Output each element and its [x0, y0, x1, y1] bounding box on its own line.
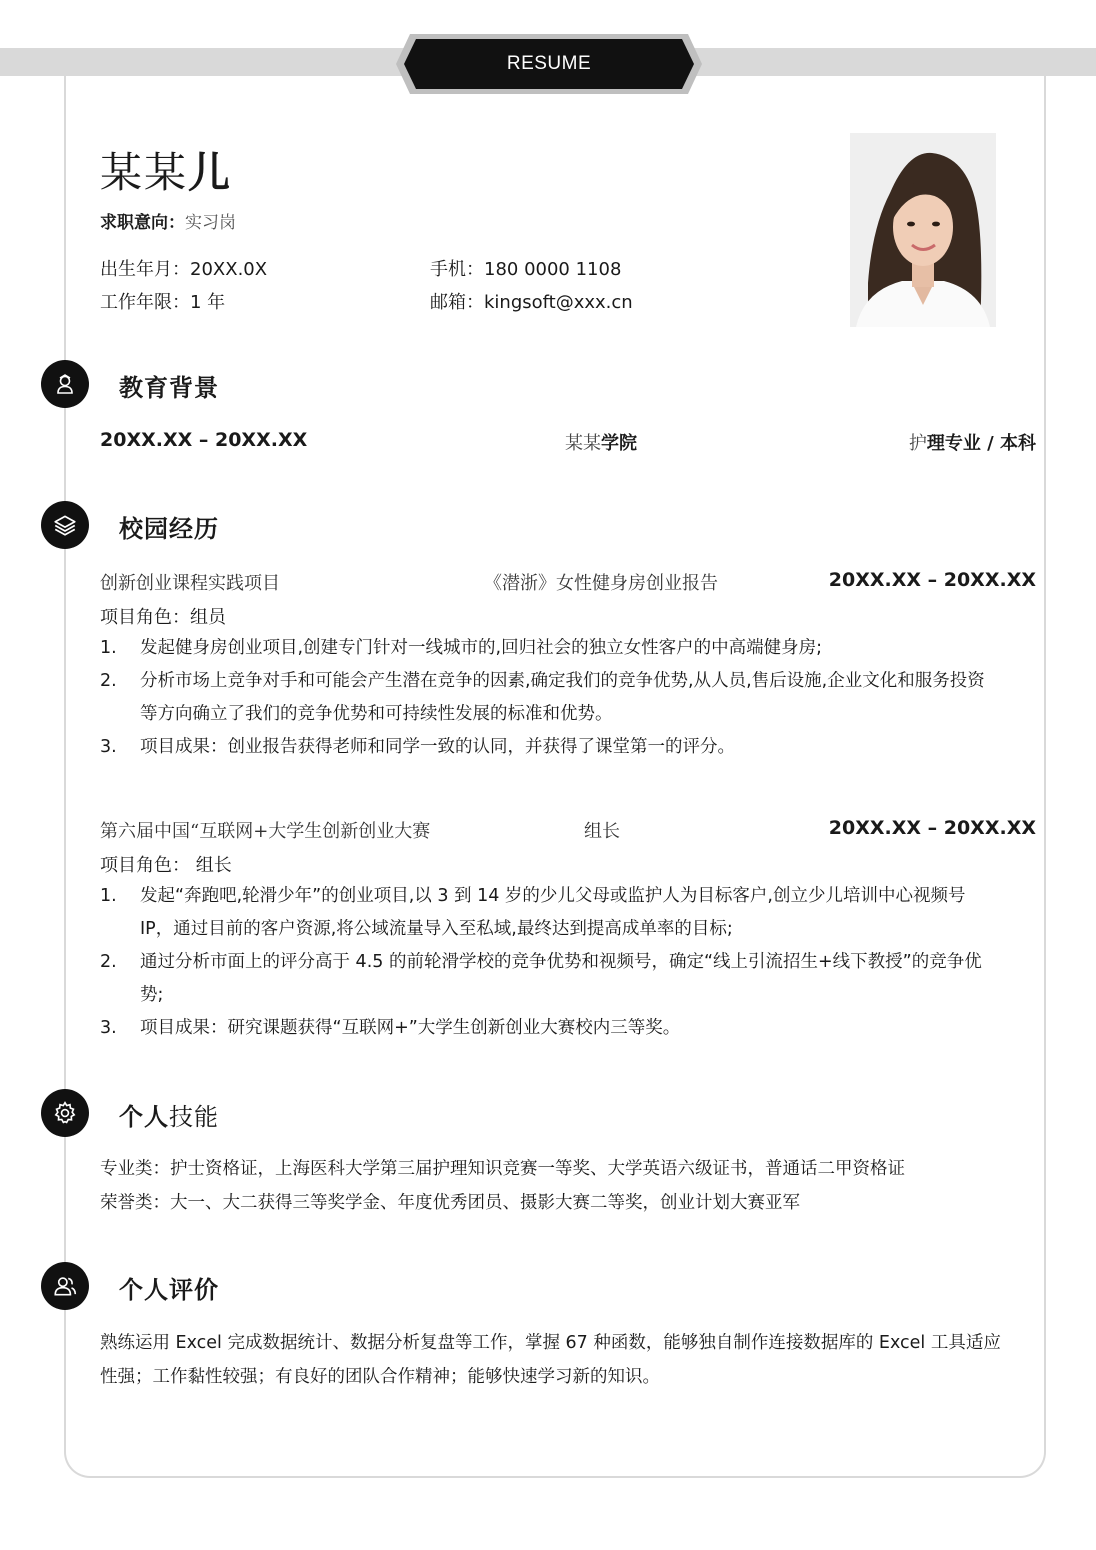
project-name: 创新创业课程实践项目: [100, 573, 280, 594]
users-icon: [41, 1262, 89, 1310]
list-item: 3. 项目成果：创业报告获得老师和同学一致的认同，并获得了课堂第一的评分。: [100, 737, 735, 757]
skill-line: 专业类：护士资格证，上海医科大学第三届护理知识竞赛一等奖、大学英语六级证书，普通话二甲资格证: [100, 1159, 905, 1179]
resume-badge-label: RESUME: [506, 53, 592, 74]
education-period: 20XX.XX – 20XX.XX: [100, 429, 308, 451]
skills-list: [100, 1152, 1010, 1220]
education-major: 护理专业 / 本科: [908, 433, 1036, 454]
resume-badge: [396, 34, 702, 94]
project-period: 20XX.XX – 20XX.XX: [828, 817, 1036, 839]
list-item: 1. 发起“奔跑吧,轮滑少年”的创业项目,以 3 到 14 岁的少儿父母或监护人为目标客户,创立少儿培训中心视频号 IP，通过目前的客户资源,将公域流量导入至私域,最终达到提高成单率的目标;: [100, 886, 966, 939]
list-item: 3. 项目成果：研究课题获得“互联网+”大学生创新创业大赛校内三等奖。: [100, 1018, 681, 1038]
project-role: 项目角色：组员: [100, 607, 226, 628]
email: 邮箱：kingsoft@xxx.cn: [430, 292, 633, 313]
project-subject: 组长: [584, 821, 620, 842]
list-item: 2. 通过分析市面上的评分高于 4.5 的前轮滑学校的竞争优势和视频号，确定“线上引流招生+线下教授”的竞争优势;: [100, 952, 982, 1005]
skill-line: 荣誉类：大一、大二获得三等奖学金、年度优秀团员、摄影大赛二等奖，创业计划大赛亚军: [100, 1193, 800, 1213]
project-achievements: [100, 632, 1000, 764]
project-name: 第六届中国“互联网+大学生创新创业大赛: [100, 821, 431, 842]
evaluation-title: 个人评价: [119, 1276, 219, 1304]
layers-icon: [41, 501, 89, 549]
list-item: 1. 发起健身房创业项目,创建专门针对一线城市的,回归社会的独立女性客户的中高端健身房;: [100, 638, 823, 658]
gear-icon: [41, 1089, 89, 1137]
project-subject: 《潜浙》女性健身房创业报告: [484, 573, 718, 594]
education-school: 某某学院: [565, 433, 637, 454]
evaluation-text: 熟练运用 Excel 完成数据统计、数据分析复盘等工作，掌握 67 种函数，能够独自制作连接数据库的 Excel 工具适应性强；工作黏性较强；有良好的团队合作精神；能够快速学习新的知识。: [100, 1333, 1001, 1387]
project-role: 项目角色： 组长: [100, 855, 232, 876]
graduate-icon: [41, 360, 89, 408]
work-years: 工作年限：1 年: [100, 292, 226, 313]
job-intent: 求职意向：实习岗: [100, 213, 236, 233]
profile-photo: [850, 133, 996, 327]
project-achievements: [100, 880, 1000, 1045]
birth-date: 出生年月：20XX.0X: [100, 259, 268, 280]
phone: 手机：180 0000 1108: [430, 259, 622, 280]
skills-title: 个人技能: [119, 1103, 219, 1131]
candidate-name: 某某儿: [100, 148, 233, 197]
education-title: 教育背景: [119, 374, 219, 402]
campus-title: 校园经历: [119, 515, 219, 543]
project-period: 20XX.XX – 20XX.XX: [828, 569, 1036, 591]
list-item: 2. 分析市场上竞争对手和可能会产生潜在竞争的因素,确定我们的竞争优势,从人员,售后设施,企业文化和服务投资等方向确立了我们的竞争优势和可持续性发展的标准和优势。: [100, 671, 985, 724]
